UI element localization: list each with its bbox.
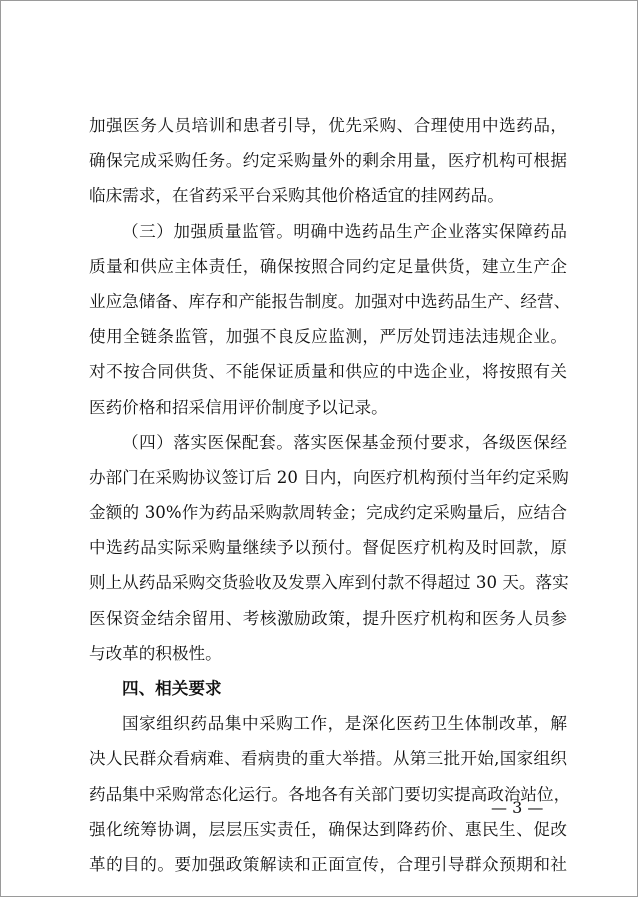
text-line: 加强医务人员培训和患者引导，优先采购、合理使用中选药品， <box>89 116 567 135</box>
text-line: 对不按合同供货、不能保证质量和供应的中选企业，将按照有关 <box>89 362 567 382</box>
text-line: 办部门在采购协议签订后 20 日内，向医疗机构预付当年约定采购 <box>89 467 569 487</box>
text-line: （四）落实医保配套。落实医保基金预付要求，各级医保经 <box>122 432 567 452</box>
text-line: 中选药品实际采购量继续予以预付。督促医疗机构及时回款，原 <box>89 538 567 558</box>
text-line: （三）加强质量监管。明确中选药品生产企业落实保障药品 <box>122 221 567 241</box>
text-line: 业应急储备、库存和产能报告制度。加强对中选药品生产、经营、 <box>89 291 571 311</box>
text-line: 决人民群众看病难、看病贵的重大举措。从第三批开始,国家组织 <box>89 749 567 769</box>
text-line: 金额的 30%作为药品采购款周转金；完成约定采购量后，应结合 <box>89 503 567 523</box>
text-line: 临床需求，在省药采平台采购其他价格适宜的挂网药品。 <box>89 186 504 206</box>
text-line: 医保资金结余留用、考核激励政策，提升医疗机构和医务人员参 <box>89 608 567 628</box>
text-line: 药品集中采购常态化运行。各地各有关部门要切实提高政治站位， <box>89 784 571 804</box>
text-line: 国家组织药品集中采购工作，是深化医药卫生体制改革，解 <box>122 714 567 734</box>
page-number: — 3 — <box>491 798 544 817</box>
body-text <box>89 108 571 882</box>
text-line: 强化统筹协调，层层压实责任，确保达到降药价、惠民生、促改 <box>89 819 567 839</box>
text-line: 确保完成采购任务。约定采购量外的剩余用量，医疗机构可根据 <box>89 151 567 171</box>
text-line: 革的目的。要加强政策解读和正面宣传，合理引导群众预期和社 <box>89 854 567 874</box>
text-line: 质量和供应主体责任，确保按照合同约定足量供货，建立生产企 <box>89 256 567 276</box>
text-line: 医药价格和招采信用评价制度予以记录。 <box>89 397 388 417</box>
text-line: 与改革的积极性。 <box>89 643 222 663</box>
text-line: 则上从药品采购交货验收及发票入库到付款不得超过 30 天。落实 <box>89 573 569 593</box>
text-line: 使用全链条监管，加强不良反应监测，严厉处罚违法违规企业。 <box>89 327 567 347</box>
section-heading: 四、相关要求 <box>122 679 222 698</box>
